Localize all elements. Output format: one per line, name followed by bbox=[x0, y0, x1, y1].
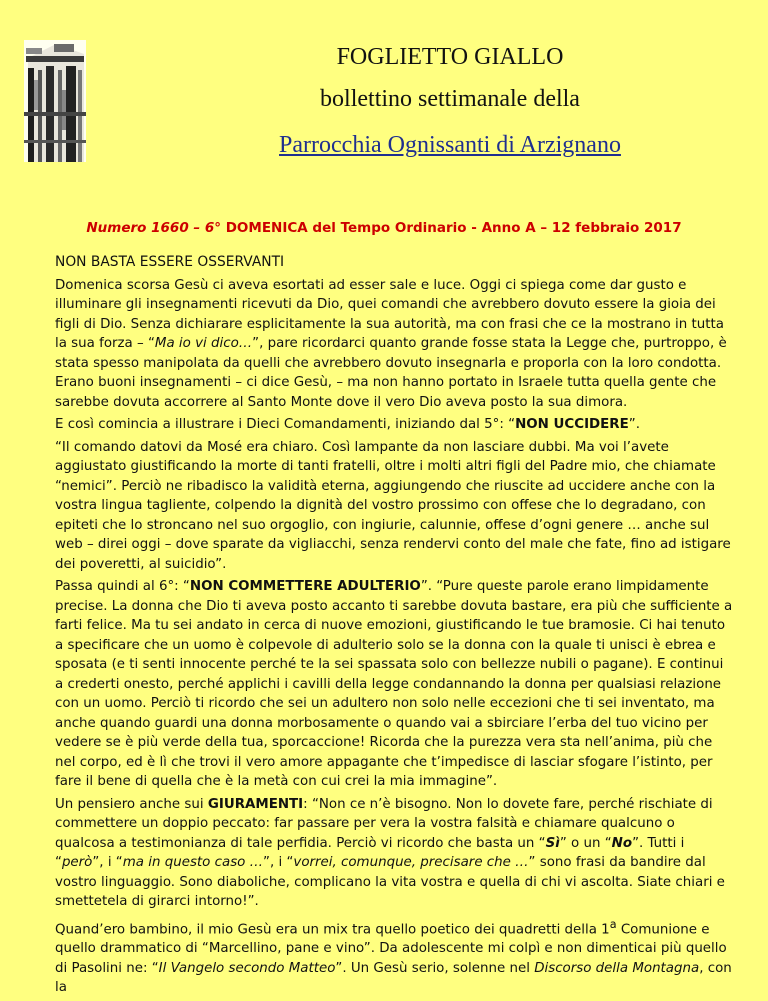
text-run: Domenica scorsa Gesù ci aveva esortati ad esser sale e luce. Oggi ci spiega come dar gusto e illuminare gli insegnamenti ricevuti da Dio, quei comandi che avrebbero dovuto essere la gioia dei figli di Dio. Senza dichiarare esplicitamente la sua autorità, ma con frasi che ce la mostrano in tutta la sua forza – “ bbox=[55, 277, 724, 351]
bulletin-title: FOGLIETTO GIALLO bbox=[336, 44, 564, 70]
paragraph-6 bbox=[55, 915, 735, 998]
text-run: Quand’ero bambino, il mio Gesù era un mix tra quello poetico dei quadretti della 1 bbox=[55, 921, 610, 937]
text-run: E così comincia a illustrare i Dieci Comandamenti, iniziando dal 5°: “ bbox=[55, 417, 516, 432]
article-body bbox=[55, 253, 735, 1001]
issue-details: DOMENICA del Tempo Ordinario - Anno A – 12 febbraio 2017 bbox=[225, 220, 682, 236]
issue-number: Numero 1660 – 6° bbox=[86, 220, 226, 236]
emphasis-text: ma in questo caso … bbox=[122, 855, 264, 870]
text-run: ”. Tutti i “ bbox=[55, 835, 685, 870]
commandment-label: GIURAMENTI bbox=[207, 796, 304, 812]
article-heading: NON BASTA ESSERE OSSERVANTI bbox=[55, 254, 285, 270]
text-run: , con la bbox=[55, 960, 732, 996]
superscript: a bbox=[609, 917, 617, 931]
emphasis-text: però bbox=[61, 855, 93, 870]
text-run: Passa quindi al 6°: “ bbox=[55, 579, 190, 594]
text-run: ”, i “ bbox=[92, 855, 123, 870]
emphasis-text: No bbox=[611, 835, 633, 851]
emphasis-text: Sì bbox=[545, 835, 560, 851]
paragraph-2 bbox=[55, 415, 735, 435]
paragraph-4 bbox=[55, 577, 735, 792]
text-run: ”, pare ricordarci quanto grande fosse stata la Legge che, purtroppo, è stata spesso manipolata da quelli che avrebbero dovuto insegnarla e proporla con la loro condotta. Erano buoni insegnamenti – ci dice Gesù, – ma non hanno portato in Israele tutta quella gente che sarebbe dovuta accorrere al Santo Monte dove il vero Dio aveva posto la sua dimora. bbox=[55, 336, 727, 410]
text-run: ”, i “ bbox=[263, 855, 294, 870]
paragraph-1 bbox=[55, 276, 735, 413]
text-run: ” o un “ bbox=[559, 835, 612, 851]
film-title: Il Vangelo secondo Matteo bbox=[158, 960, 336, 976]
quote-text: Ma io vi dico… bbox=[154, 336, 253, 351]
text-run: Un pensiero anche sui bbox=[55, 796, 208, 812]
commandment-label: NON UCCIDERE bbox=[515, 417, 629, 432]
issue-line bbox=[0, 220, 768, 236]
paragraph-5 bbox=[55, 795, 735, 912]
text-run: ” sono frasi da bandire dal vostro linguaggio. Sono diaboliche, complicano la vita vostra e quella di chi vi ascolta. Siate chiari e smettetela di girarci intorno!”. bbox=[55, 855, 725, 909]
emphasis-text: vorrei, comunque, precisare che … bbox=[293, 855, 529, 870]
text-run: Comunione e quello drammatico di “Marcellino, pane e vino”. Da adolescente mi colpì e non dimenticai più quello di Pasolini ne: “ bbox=[55, 921, 727, 976]
emphasis-text: Discorso della Montagna bbox=[534, 960, 700, 976]
text-run: ”. “Pure queste parole erano limpidamente precise. La donna che Dio ti aveva posto accanto ti sarebbe dovuta bastare, era più che sufficiente a farti felice. Ma tu sei andato in cerca di nuove emozioni, giustificando le tue bramosie. Ci hai tenuto a specificare che un uomo è colpevole di adulterio solo se la donna con la quale ti unisci è ebrea e sposata (e ti senti innocente perché te la sei spassata solo con bellezze nubili o pagane). E continui a crederti onesto, perché applichi i cavilli della legge condannando la donna per qualsiasi relazione con un uomo. Perciò ti ricordo che sei un adultero non solo nelle eccezioni che ti sei inventato, ma anche quando guardi una donna morbosamente o quando vai a sbirciare l’erba del tuo vicino per vedere se è più verde della tua, sporcaccione! Ricorda che la purezza vera sta nell’anima, più che nel corpo, ed è lì che trovi il vero amore appagante che t’impedisce di lasciar sfogare l’istinto, per fare il bene di quella che è la metà con cui crei la mia immagine”. bbox=[55, 579, 733, 789]
text-run: : “Non ce n’è bisogno. Non lo dovete fare, perché rischiate di commettere un doppio peccato: far passare per vera la vostra falsità e chiamare qualcuno o qualcosa a testimonianza di tale perfidia. Perciò vi ricordo che basta un “ bbox=[55, 796, 713, 851]
text-run: ”. bbox=[628, 417, 640, 432]
paragraph-3: “Il comando datovi da Mosé era chiaro. Così lampante da non lasciare dubbi. Ma voi l’avete aggiustato giustificando la morte di tanti fratelli, oltre i molti altri figli del Padre mio, che chiamate “nemici”. Perciò ne ribadisco la validità eterna, aggiungendo che riuscite ad uccidere anche con la vostra lingua tagliente, colpendo la dignità del vostro prossimo con offese che lo degradano, con epiteti che lo stroncano nel suo orgoglio, con ingiurie, calunnie, offese d’ogni genere … anche sul web – direi oggi – dove sparate da vigliacchi, senza rendervi conto del male che fate, fino ad istigare dei poveretti, al suicidio”. bbox=[55, 439, 731, 572]
text-run: ”. Un Gesù serio, solenne nel bbox=[335, 960, 535, 976]
parish-link[interactable]: Parrocchia Ognissanti di Arzignano bbox=[279, 132, 621, 158]
church-logo bbox=[24, 40, 86, 162]
commandment-label: NON COMMETTERE ADULTERIO bbox=[189, 579, 421, 594]
bulletin-subtitle: bollettino settimanale della bbox=[320, 86, 580, 112]
